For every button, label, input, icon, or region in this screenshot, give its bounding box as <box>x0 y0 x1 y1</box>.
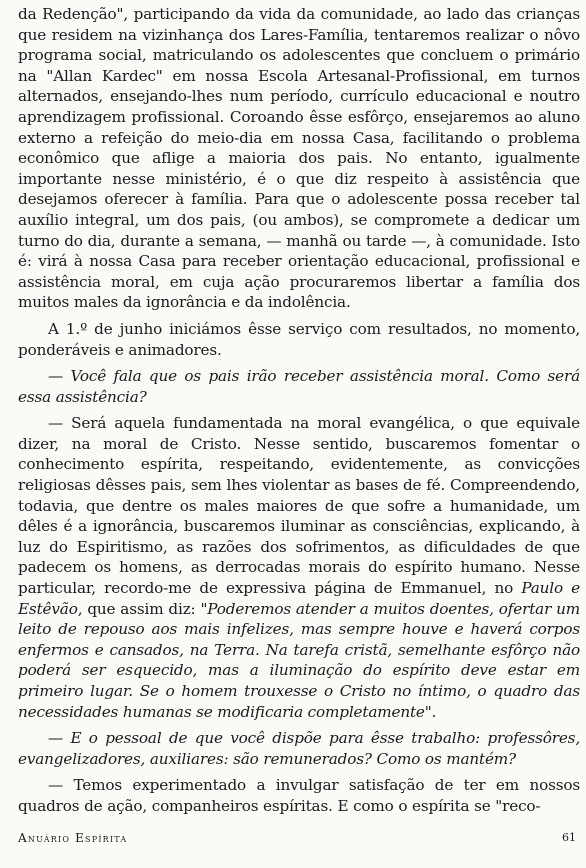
interview-question-moral-assistance: — Você fala que os pais irão receber assistência moral. Como será essa assistência? <box>18 367 580 406</box>
emmanuel-quote: Poderemos atender a muitos doentes, ofertar um leito de repouso aos mais infelizes, mas sempre houve e haverá corpos enfermos e cansados, na Terra. Na tarefa cristã, semelhante esfôrço não poderá ser esquecido, mas a iluminação do espírito deve estar em primeiro lugar. Se o homem trouxesse o Cristo no íntimo, o quadro das necessidades humanas se modificaria completamente <box>18 599 581 721</box>
page-footer <box>18 831 576 845</box>
answer-text-middle: , que assim diz: " <box>77 599 208 618</box>
running-title: Anuário Espírita <box>18 831 128 845</box>
answer-text-after: ". <box>424 702 437 721</box>
answer-staff: — Temos experimentado a invulgar satisfação de ter em nossos quadros de ação, companheiros espíritas. E como o espírita se "reco- <box>18 776 580 815</box>
page-number: 61 <box>562 831 576 844</box>
paragraph-june-start: A 1.º de junho iniciámos êsse serviço com resultados, no momento, ponderáveis e animadores. <box>18 319 580 359</box>
answer-text-before: — Será aquela fundamentada na moral evangélica, o que equivale dizer, na moral de Cristo. Nesse sentido, buscaremos fomentar o conhecimento espírita, respeitando, evidentemente, as convicções religiosas dêsses pais, sem lhes violentar as bases de fé. Compreendendo, todavia, que dentre os males maiores de que sofre a humanidade, um dêles é a ignorância, buscaremos iluminar as consciências, explicando, à luz do Espiritismo, as razões dos sofrimentos, as dificuldades de que padecem os homens, as derrocadas morais do espírito humano. Nesse particular, recordo-me de expressiva página de Emmanuel, no <box>18 414 580 598</box>
page-body <box>18 4 580 817</box>
paragraph-lares-familia: da Redenção", participando da vida da comunidade, ao lado das crianças que residem na vizinhança dos Lares-Família, tentaremos realizar o nôvo programa social, matriculando os adolescentes que concluem o primário na "Allan Kardec" em nossa Escola Artesanal-Profissional, em turnos alternados, ensejando-lhes num período, currículo educacional e noutro aprendizagem profissional. Coroando êsse esfôrço, ensejaremos ao aluno externo a refeição do meio-dia em nossa Casa, facilitando o problema econômico que aflige a maioria dos pais. No entanto, igualmente importante nesse ministério, é o que diz respeito à assistência que desejamos oferecer à família. Para que o adolescente possa receber tal auxílio integral, um dos pais, (ou ambos), se compromete a dedicar um turno do dia, durante a semana, — manhã ou tarde —, à comunidade. Isto é: virá à nossa Casa para receber orientação educacional, profissional e assistência moral, em cuja ação procuraremos libertar a família dos muitos males da ignorância e da indolência. <box>18 5 580 312</box>
book-title-paulo-e-estevao: Paulo e Estêvão <box>18 579 580 618</box>
answer-moral-evangelica <box>18 413 580 722</box>
interview-question-staff: — E o pessoal de que você dispõe para êsse trabalho: professôres, evangelizadores, auxiliares: são remunerados? Como os mantém? <box>18 729 580 768</box>
